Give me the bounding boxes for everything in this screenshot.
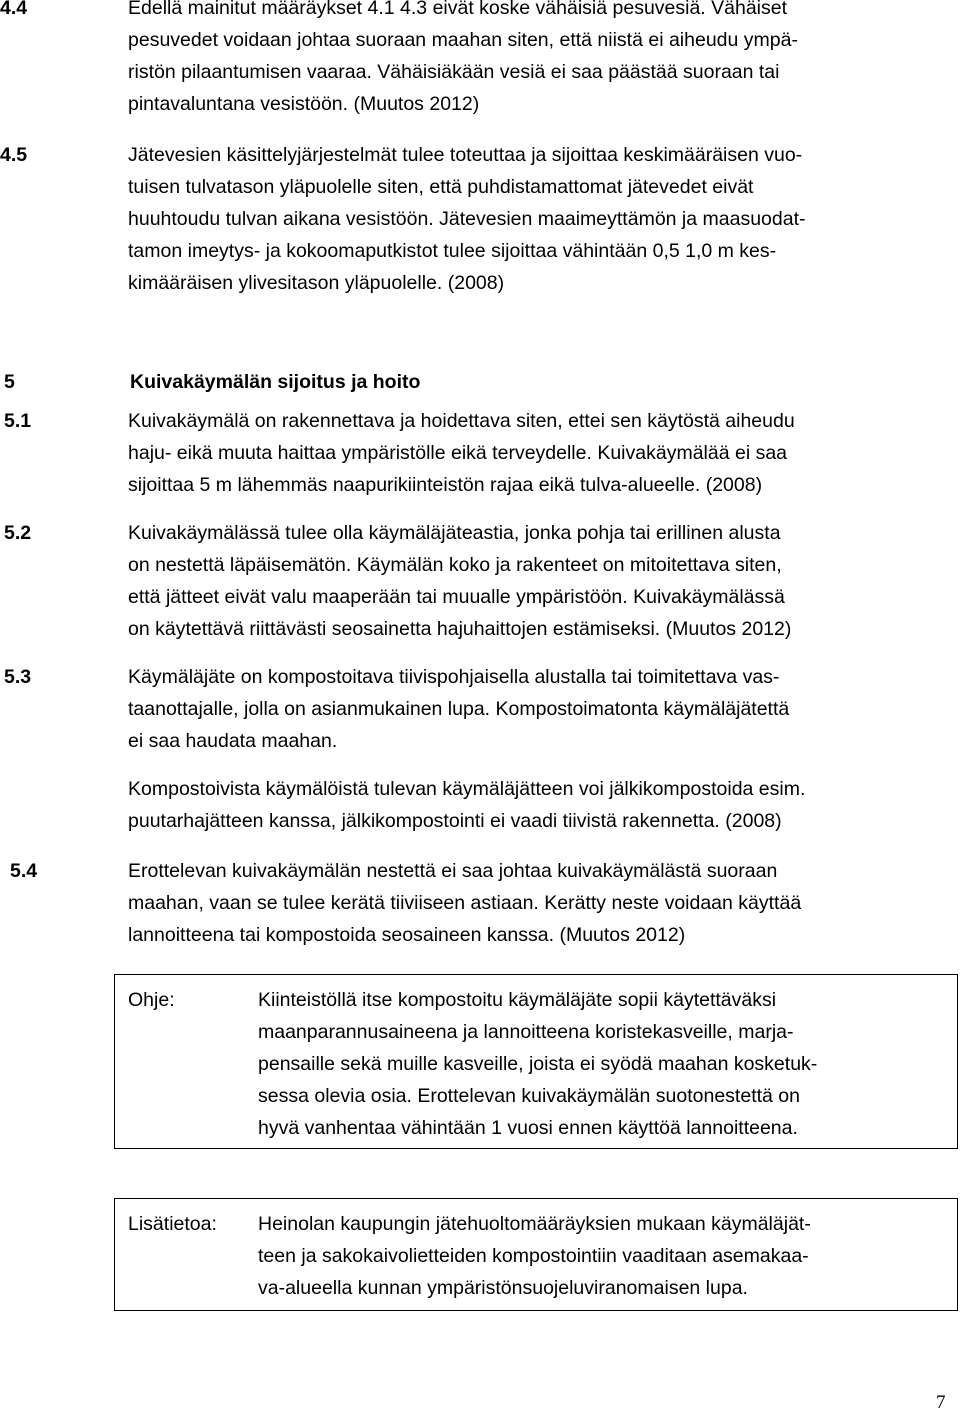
page-number: 7 xyxy=(936,1392,946,1413)
text-line: taanottajalle, jolla on asianmukainen lupa. Kompostoimatonta käymäläjätettä xyxy=(128,698,790,720)
text-line: huuhtoudu tulvan aikana vesistöön. Jätevesien maaimeyttämön ja maasuodat- xyxy=(128,208,806,230)
text-line: maahan, vaan se tulee kerätä tiiviiseen astiaan. Kerätty neste voidaan käyttää xyxy=(128,892,802,914)
section-number-4-5: 4.5 xyxy=(0,144,28,166)
text-line: sijoittaa 5 m lähemmäs naapurikiinteistön rajaa eikä tulva-alueelle. (2008) xyxy=(128,474,763,496)
text-line: puutarhajätteen kanssa, jälkikompostointi ei vaadi tiivistä rakennetta. (2008) xyxy=(128,810,782,832)
chapter-title: Kuivakäymälän sijoitus ja hoito xyxy=(130,371,421,393)
text-line: Kompostoivista käymälöistä tulevan käymäläjätteen voi jälkikompostoida esim. xyxy=(128,778,806,800)
text-line: pensaille sekä muille kasveille, joista ei syödä maahan kosketuk- xyxy=(258,1053,818,1075)
section-number-4-4: 4.4 xyxy=(0,0,28,19)
text-line: kimääräisen ylivesitason yläpuolelle. (2008) xyxy=(128,272,505,294)
text-line: että jätteet eivät valu maaperään tai muualle ympäristöön. Kuivakäymälässä xyxy=(128,586,785,608)
text-line: haju- eikä muuta haittaa ympäristölle eikä terveydelle. Kuivakäymälää ei saa xyxy=(128,442,788,464)
text-line: pesuvedet voidaan johtaa suoraan maahan siten, että niistä ei aiheudu ympä- xyxy=(128,29,798,51)
text-line: Heinolan kaupungin jätehuoltomääräyksien mukaan käymäläjät- xyxy=(258,1213,811,1235)
chapter-number-5: 5 xyxy=(4,371,15,393)
text-line: tuisen tulvatason yläpuolelle siten, että puhdistamattomat jätevedet eivät xyxy=(128,176,754,198)
section-number-5-3: 5.3 xyxy=(4,666,32,688)
text-line: sessa olevia osia. Erottelevan kuivakäymälän suotonestettä on xyxy=(258,1085,800,1107)
text-line: ei saa haudata maahan. xyxy=(128,730,338,752)
info-label: Lisätietoa: xyxy=(128,1213,217,1235)
text-line: hyvä vanhentaa vähintään 1 vuosi ennen käyttöä lannoitteena. xyxy=(258,1117,798,1139)
text-line: Kiinteistöllä itse kompostoitu käymäläjäte sopii käytettäväksi xyxy=(258,989,777,1011)
text-line: Kuivakäymälä on rakennettava ja hoidettava siten, ettei sen käytöstä aiheudu xyxy=(128,410,795,432)
text-line: maanparannusaineena ja lannoitteena koristekasveille, marja- xyxy=(258,1021,794,1043)
text-line: on nestettä läpäisemätön. Käymälän koko ja rakenteet on mitoitettava siten, xyxy=(128,554,782,576)
section-number-5-1: 5.1 xyxy=(4,410,32,432)
text-line: Jätevesien käsittelyjärjestelmät tulee toteuttaa ja sijoittaa keskimääräisen vuo- xyxy=(128,144,803,166)
text-line: Kuivakäymälässä tulee olla käymäläjäteastia, jonka pohja tai erillinen alusta xyxy=(128,522,781,544)
text-line: Erottelevan kuivakäymälän nestettä ei saa johtaa kuivakäymälästä suoraan xyxy=(128,860,778,882)
text-line: Edellä mainitut määräykset 4.1 4.3 eivät koske vähäisiä pesuvesiä. Vähäiset xyxy=(128,0,788,19)
text-line: pintavaluntana vesistöön. (Muutos 2012) xyxy=(128,93,480,115)
text-line: tamon imeytys- ja kokoomaputkistot tulee sijoittaa vähintään 0,5 1,0 m kes- xyxy=(128,240,777,262)
section-number-5-4: 5.4 xyxy=(10,860,38,882)
text-line: teen ja sakokaivolietteiden kompostointiin vaaditaan asemakaa- xyxy=(258,1245,809,1267)
text-line: Käymäläjäte on kompostoitava tiivispohjaisella alustalla tai toimitettava vas- xyxy=(128,666,780,688)
text-line: on käytettävä riittävästi seosainetta hajuhaittojen estämiseksi. (Muutos 2012) xyxy=(128,618,792,640)
text-line: ristön pilaantumisen vaaraa. Vähäisiäkään vesiä ei saa päästää suoraan tai xyxy=(128,61,780,83)
text-line: lannoitteena tai kompostoida seosaineen kanssa. (Muutos 2012) xyxy=(128,924,686,946)
guide-label: Ohje: xyxy=(128,989,175,1011)
section-number-5-2: 5.2 xyxy=(4,522,32,544)
text-line: va-alueella kunnan ympäristönsuojeluviranomaisen lupa. xyxy=(258,1277,748,1299)
